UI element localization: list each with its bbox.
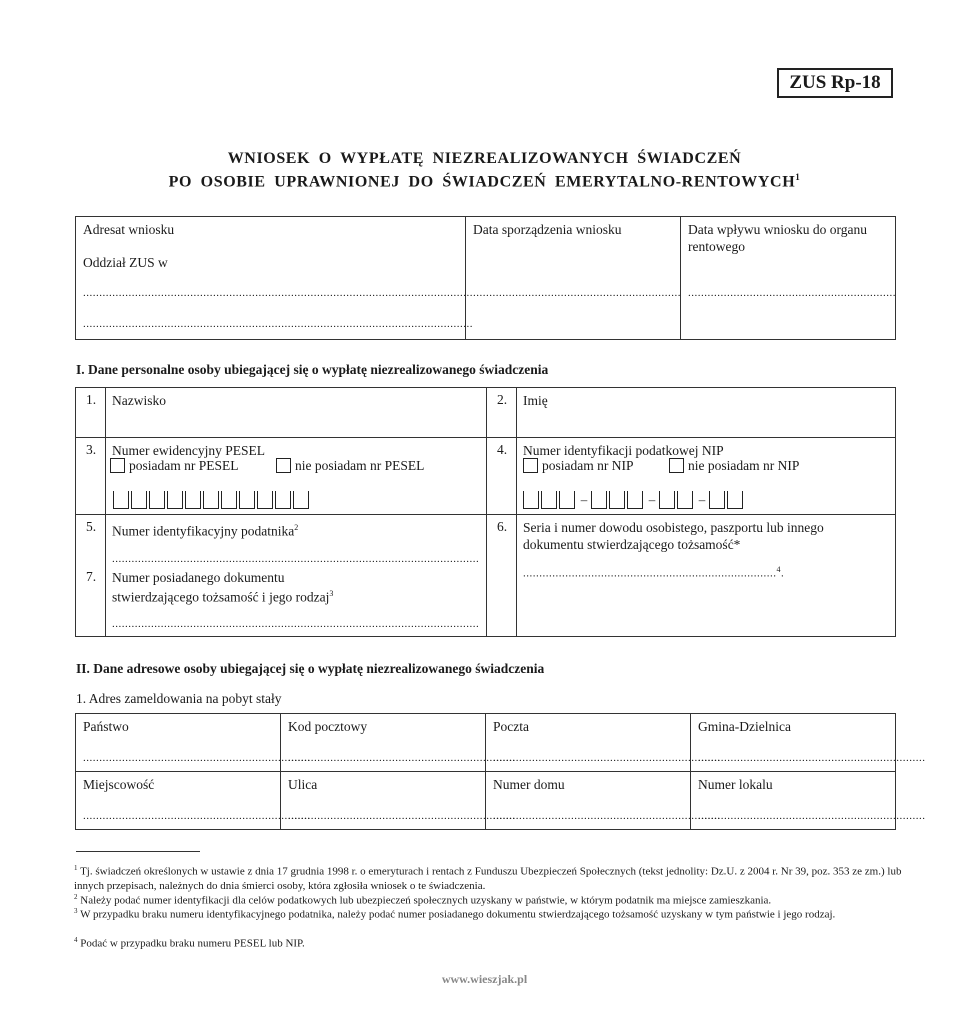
house-number-field[interactable]: [486, 772, 721, 830]
title-footnote-ref: 1: [795, 172, 801, 182]
nip-has-checkbox[interactable]: [523, 458, 538, 473]
surname-field[interactable]: [106, 388, 487, 438]
header-box: [75, 216, 896, 340]
f7-num: 7.: [85, 569, 97, 584]
section-2-title: II. Dane adresowe osoby ubiegającej się o wypłatę niezrealizowanego świadczenia: [76, 661, 545, 676]
id-document-input[interactable]: .................................................................................................................: [112, 618, 480, 630]
f3-num-cell: [76, 438, 106, 515]
postal-code-input[interactable]: ......................................................................: [288, 752, 516, 764]
pesel-digit[interactable]: [185, 491, 201, 509]
pesel-digit[interactable]: [167, 491, 183, 509]
id-series-label: Seria i numer dowodu osobistego, paszportu lub innego dokumentu stwierdzającego tożsamość*: [523, 520, 824, 552]
f4-num-cell: [487, 438, 517, 515]
date-prepared-input[interactable]: ................................................................: [473, 287, 681, 299]
nip-digit[interactable]: [523, 491, 539, 509]
branch-input-line-1[interactable]: ........................................................................................................................: [83, 287, 473, 299]
nip-has-option[interactable]: [523, 457, 634, 474]
apartment-number-input[interactable]: ......................................................................: [698, 810, 926, 822]
nip-digit[interactable]: [709, 491, 725, 509]
f3-num: 3.: [85, 442, 97, 457]
pesel-label: Numer ewidencyjny PESEL: [112, 443, 265, 458]
date-prepared-cell: [466, 217, 681, 340]
nip-digit[interactable]: [591, 491, 607, 509]
post-office-input[interactable]: ......................................................................: [493, 752, 721, 764]
nip-digit[interactable]: [541, 491, 557, 509]
post-office-field[interactable]: [486, 714, 721, 772]
footnote-3: $^3$ W przypadku braku numeru identyfikacyjnego podatnika, należy podać numer posiadanego dokumentu stwierdzającego tożsamość uzyskany w tym państwie i jego rodzaj.: [74, 907, 836, 921]
house-number-label: Numer domu: [493, 777, 565, 792]
date-received-input[interactable]: ................................................................: [688, 287, 896, 299]
house-number-input[interactable]: ......................................................................: [493, 810, 721, 822]
footnote-1: $^1$ Tj. świadczeń określonych w ustawie z dnia 17 grudnia 1998 r. o emeryturach i rentach z Funduszu Ubezpieczeń Społecznych (tekst jednolity: Dz.U. z 2004 r. Nr 39, poz. 353 ze zm.) lub innych przepisach, należnych do dnia śmierci osoby, która zgłosiła wniosek o te świadczenia.: [74, 864, 902, 892]
nip-has-label: posiadam nr NIP: [542, 458, 634, 473]
id-series-ref: 4: [776, 565, 781, 574]
pesel-digit[interactable]: [221, 491, 237, 509]
f6-num: 6.: [496, 519, 508, 534]
pesel-not-label: nie posiadam nr PESEL: [295, 458, 425, 473]
nip-not-label: nie posiadam nr NIP: [688, 458, 800, 473]
taxpayer-id-ref: 2: [294, 523, 299, 532]
nip-not-option[interactable]: [669, 457, 799, 474]
f5-num: 5.: [85, 519, 97, 534]
addressee-label: Adresat wniosku: [83, 222, 175, 237]
form-code: ZUS Rp-18: [777, 68, 893, 98]
pesel-digit[interactable]: [293, 491, 309, 509]
first-name-label: Imię: [523, 393, 548, 408]
id-document-label-2: stwierdzającego tożsamość i jego rodzaj$^3$: [112, 589, 334, 605]
section-1-table: [75, 387, 896, 637]
pesel-has-option[interactable]: [110, 457, 239, 474]
nip-digit[interactable]: [559, 491, 575, 509]
nip-digit[interactable]: [727, 491, 743, 509]
f1-num-cell: [76, 388, 106, 438]
section-2-subtitle: 1. Adres zameldowania na pobyt stały: [76, 691, 282, 706]
city-label: Miejscowość: [83, 777, 155, 792]
pesel-digit[interactable]: [131, 491, 147, 509]
footnote-4: $^4$ Podać w przypadku braku numeru PESEL lub NIP.: [74, 936, 305, 950]
pesel-digit[interactable]: [275, 491, 291, 509]
city-input[interactable]: ......................................................................: [83, 810, 311, 822]
pesel-has-label: posiadam nr PESEL: [129, 458, 239, 473]
pesel-not-checkbox[interactable]: [276, 458, 291, 473]
municipality-input[interactable]: ......................................................................: [698, 752, 926, 764]
footer-url[interactable]: www.wieszjak.pl: [441, 972, 528, 986]
nip-field: [517, 438, 896, 515]
branch-input-line-2[interactable]: ........................................................................................................................: [83, 318, 473, 330]
street-input[interactable]: ......................................................................: [288, 810, 516, 822]
title-line-1: WNIOSEK O WYPŁATĘ NIEZREALIZOWANYCH ŚWIADCZEŃ: [227, 150, 742, 167]
country-field[interactable]: [76, 714, 311, 772]
pesel-digit[interactable]: [257, 491, 273, 509]
nip-separator: –: [580, 492, 588, 507]
postal-code-label: Kod pocztowy: [288, 719, 368, 734]
municipality-label: Gmina-Dzielnica: [698, 719, 791, 734]
street-field[interactable]: [281, 772, 516, 830]
nip-separator: –: [698, 492, 706, 507]
pesel-digit[interactable]: [149, 491, 165, 509]
nip-digit[interactable]: [677, 491, 693, 509]
pesel-field: [106, 438, 487, 515]
nip-digit[interactable]: [609, 491, 625, 509]
municipality-field[interactable]: [691, 714, 926, 772]
id-series-input[interactable]: ..............................................................................$^4$.: [523, 565, 785, 580]
f1-num: 1.: [85, 392, 97, 407]
id-document-label-1: Numer posiadanego dokumentu: [112, 570, 285, 585]
id-document-ref: 3: [329, 589, 334, 598]
nip-separator: –: [648, 492, 656, 507]
date-received-cell: [681, 217, 896, 340]
first-name-field[interactable]: [517, 388, 896, 438]
title-line-2: PO OSOBIE UPRAWNIONEJ DO ŚWIADCZEŃ EMERYTALNO-RENTOWYCH$^1$: [168, 172, 801, 191]
f2-num-cell: [487, 388, 517, 438]
surname-label: Nazwisko: [112, 393, 166, 408]
nip-digit-boxes[interactable]: [523, 489, 745, 509]
addressee-cell: [76, 217, 473, 340]
pesel-not-option[interactable]: [276, 457, 424, 474]
f5-f7-num-cell: [76, 515, 106, 637]
nip-not-checkbox[interactable]: [669, 458, 684, 473]
f4-num: 4.: [496, 442, 508, 457]
taxpayer-id-field: [106, 515, 487, 637]
nip-digit[interactable]: [627, 491, 643, 509]
pesel-digit[interactable]: [203, 491, 219, 509]
f6-num-cell: [487, 515, 517, 637]
nip-digit[interactable]: [659, 491, 675, 509]
section-1-title: I. Dane personalne osoby ubiegającej się o wypłatę niezrealizowanego świadczenia: [76, 362, 549, 377]
taxpayer-id-label: Numer identyfikacyjny podatnika$^2$: [112, 523, 299, 539]
street-label: Ulica: [288, 777, 318, 792]
post-office-label: Poczta: [493, 719, 529, 734]
apartment-number-label: Numer lokalu: [698, 777, 773, 792]
f2-num: 2.: [496, 392, 508, 407]
id-series-field: [517, 515, 896, 637]
pesel-digit-boxes[interactable]: [113, 489, 311, 509]
country-input[interactable]: ......................................................................: [83, 752, 311, 764]
branch-label: Oddział ZUS w: [83, 255, 168, 270]
footnote-divider: [76, 851, 200, 852]
apartment-number-field[interactable]: [691, 772, 926, 830]
pesel-has-checkbox[interactable]: [110, 458, 125, 473]
pesel-digit[interactable]: [239, 491, 255, 509]
country-label: Państwo: [83, 719, 129, 734]
date-received-label: Data wpływu wniosku do organu rentowego: [688, 222, 867, 254]
address-table: [75, 713, 926, 830]
nip-label: Numer identyfikacji podatkowej NIP: [523, 443, 724, 458]
footnote-2: $^2$ Należy podać numer identyfikacji dla celów podatkowych lub ubezpieczeń społecznych uzyskany w państwie, w którym podatnik ma miejsce zamieszkania.: [74, 893, 772, 907]
pesel-digit[interactable]: [113, 491, 129, 509]
taxpayer-id-input[interactable]: .................................................................................................................: [112, 553, 480, 565]
date-prepared-label: Data sporządzenia wniosku: [473, 222, 622, 237]
